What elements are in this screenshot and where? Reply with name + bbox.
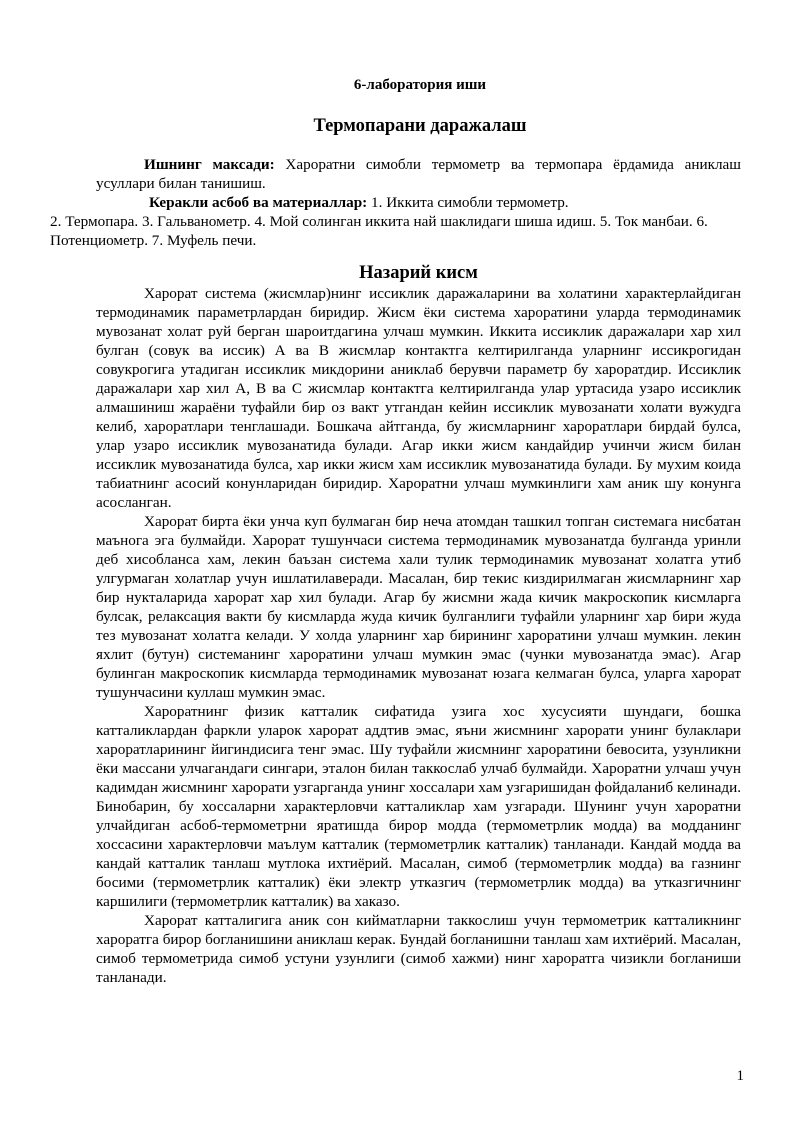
equipment-line [96,193,741,212]
goal-text: Хароратни симобли термометр ва термопара ёрдамида аниклаш усуллари билан танишиш. [96,156,741,192]
lab-work-title: 6-лаборатория иши [353,77,487,93]
page-number: 1 [736,1068,744,1084]
equipment-first-item: 1. Иккита симобли термометр. [367,194,569,211]
goal-paragraph [96,155,741,193]
theory-paragraph-4: Харорат катталигига аник сон кийматларни таккослиш учун термометрик катталикнинг хароратга бирор богланишини аниклаш керак. Бундай богланишни танлаш хам ихтиёрий. Масалан, симоб термометрида симоб устуни узунлиги (симоб хажми) нинг хароратга чизикли богланиши танланади. [96,912,741,986]
theory-paragraph-2: Харорат бирта ёки унча куп булмаган бир неча атомдан ташкил топган системага нисбатан маънога эга булмайди. Харорат тушунчаси система термодинамик мувозанатда булганда уринли деб хисобланса хам, лекин баъзан система хали тулик термодинамик мувозанат холатга утиб улгурмаган холатлар учун ишлатилаверади. Масалан, бир текис киздирилмаган жисмларнинг хар бир нукталарида харорат хар хил булади. Агар бу жисмни жада кичик макроскопик кисмларга булсак, релаксация вакти бу кисмларда жуда кичик булганлиги туфайли уларнинг хар бири жуда тез мувозанат холатга келади. У холда уларнинг хар бирининг хароратини улчаш мумкин. лекин яхлит (бутун) системанинг хароратини улчаш мумкин эмас (чунки мувозанатда эмас). Агар булинган макроскопик кисмларда термодинамик мувозанат юзага келмаган булса, уларга харорат тушунчасини куллаш мумкин эмас. [96,513,741,701]
equipment-list: 2. Термопара. 3. Гальванометр. 4. Мой солинган иккита най шаклидаги шиша идиш. 5. Ток манбаи. 6. Потенциометр. 7. Муфель печи. [50,213,708,249]
section-title: Назарий кисм [359,263,478,283]
document-body [50,155,741,987]
document-title: Термопарани даражалаш [313,116,527,136]
theory-paragraph-1: Харорат система (жисмлар)нинг иссиклик даражаларини ва холатини характерлайдиган термодинамик параметрлардан биридир. Жисм ёки система хароратини уларда термодинамик мувозанат холат руй берган шароитдагина улчаш мумкин. Иккита иссиклик даражалари хар хил булган (совук ва иссик) А ва В жисмлар контактга келтирилганда уларнинг иссикрогидан совукрогига утадиган иссиклик микдорини аниклаб берувчи параметр бу хароратдир. Иссиклик даражалари хар хил А, В ва С жисмлар контактга келтирилганда улар уртасида узаро иссиклик алмашиниш жараёни туфайли бир оз вакт утгандан кейин иссиклик мувозанати холати вужудга келиб, хароратлари тенглашади. Бошкача айтганда, бу жисмларнинг хароратлари бирдай булса, улар узаро иссиклик мувозанатида булади. Агар икки жисм кандайдир учинчи жисм билан иссиклик мувозанатида булса, хар икки жисм хам иссиклик мувозанатида булади. Бу мухим коида табиатнинг асосий конунларидан биридир. Хароратни улчаш мумкинлиги хам аник шу конунга асосланган. [96,285,741,511]
goal-label: Ишнинг максади: [144,156,275,173]
theory-paragraph-3: Хароратнинг физик катталик сифатида узига хос хусусияти шундаги, бошка катталиклардан фаркли уларок харорат аддтив эмас, яъни жисмнинг харорати унинг булаклари хароратларининг йигиндисига тенг эмас. Шу туфайли жисмнинг хароратини бевосита, узунликни ёки массани улчагандаги сингари, эталон билан таккослаб улчаб булмайди. Хароратни улчаш учун кадимдан жисмнинг харорати узгарганда унинг хоссалари хам узгаришидан фойдаланиб келинади. Бинобарин, бу хоссаларни характерловчи катталиклар хам узгаради. Шунинг учун хароратни улчайдиган асбоб-термометрни яратишда бирор модда (термометрлик модда) ва моддaнинг хоссасини характерловчи маълум катталик (термометрлик катталик) танланади. Кандай модда ва кандай катталик танлаш мутлока ихтиёрий. Масалан, симоб (термометрлик модда) ва газнинг босими (термометрлик катталик) ёки электр утказгич (термометрлик модда) ва утказгичнинг каршилиги (термометрлик катталик) ва хаказо. [96,703,741,910]
equipment-label: Керакли асбоб ва материаллар: [149,194,368,211]
